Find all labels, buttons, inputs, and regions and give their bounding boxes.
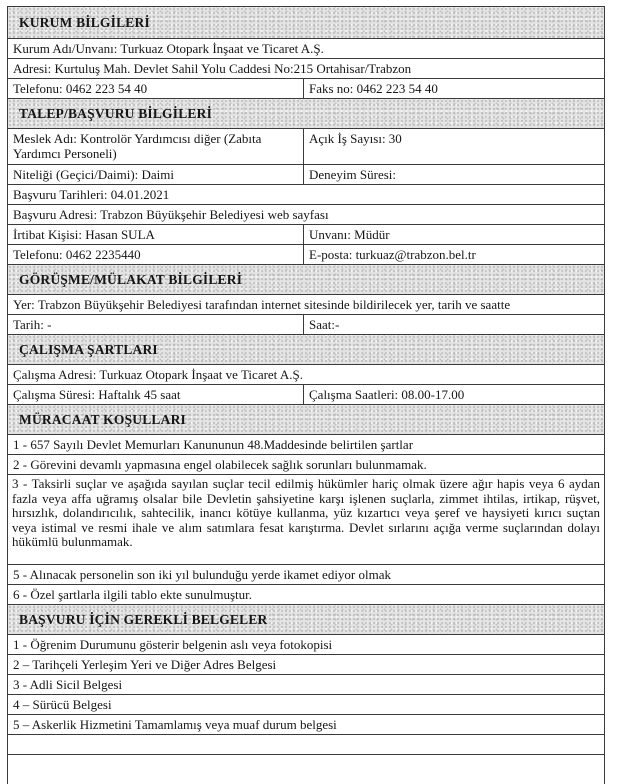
section-header-talep-basvuru	[8, 99, 604, 129]
section-title: BAŞVURU İÇİN GEREKLİ BELGELER	[19, 611, 268, 627]
row-kosul-3	[8, 475, 604, 565]
row-kosul-6	[8, 585, 604, 605]
empty-cell	[8, 755, 604, 784]
row-belge-5	[8, 715, 604, 735]
row-belge-2	[8, 655, 604, 675]
row-meslek-acikis	[8, 129, 604, 165]
document-item-5: 5 – Askerlik Hizmetini Tamamlamış veya muaf durum belgesi	[13, 717, 337, 732]
condition-item-1: 1 - 657 Sayılı Devlet Memurları Kanununun 48.Maddesinde belirtilen şartlar	[13, 437, 414, 452]
section-header-gerekli-belgeler	[8, 605, 604, 635]
field-unvani: Unvanı: Müdür	[309, 227, 390, 242]
field-acik-is-sayisi: Açık İş Sayısı: 30	[309, 131, 402, 146]
row-kosul-2	[8, 455, 604, 475]
field-saat: Saat:-	[309, 317, 340, 332]
row-belge-4	[8, 695, 604, 715]
field-calisma-saatleri: Çalışma Saatleri: 08.00-17.00	[309, 387, 465, 402]
row-tarih-saat	[8, 315, 604, 335]
document-item-1: 1 - Öğrenim Durumunu gösterir belgenin aslı veya fotokopisi	[13, 637, 333, 652]
row-calisma-adresi	[8, 365, 604, 385]
row-calisma-suresi-saatleri	[8, 385, 604, 405]
section-title: MÜRACAAT KOŞULLARI	[19, 411, 186, 427]
field-niteligi: Niteliği (Geçici/Daimi): Daimi	[8, 165, 304, 184]
row-empty-1	[8, 735, 604, 755]
row-kosul-5	[8, 565, 604, 585]
field-deneyim-suresi: Deneyim Süresi:	[309, 167, 397, 182]
section-header-gorusme-mulakat	[8, 265, 604, 295]
row-belge-3	[8, 675, 604, 695]
section-title: GÖRÜŞME/MÜLAKAT BİLGİLERİ	[19, 271, 243, 287]
field-telefonu-2: Telefonu: 0462 2235440	[8, 245, 304, 264]
section-title: KURUM BİLGİLERİ	[19, 14, 150, 30]
section-header-kurum-bilgileri	[8, 7, 604, 39]
section-title: TALEP/BAŞVURU BİLGİLERİ	[19, 105, 213, 121]
condition-item-3: 3 - Taksirli suçlar ve aşağıda sayılan suçlar tecil edilmiş hükümler hariç olmak üzere ağır hapis veya 6 aydan fazla veya affa uğramış olsalar bile Devletin şahsiyetine karşı işlenen suçlarla, zimmet ihtilas, irtikap, rüşvet, hırsızlık, dolandırıcılık, sahtecilik, inancı kötüye kullanma, yüz kızartıcı veya şeref ve haysiyeti kırıcı suçtan veya istimal ve resmi ihale ve alım satımlara fesat karıştırma. Devlet sırlarını açığa verme suçlarından dolayı hükümlü bulunmamak.	[12, 476, 600, 550]
row-telefon-faks	[8, 79, 604, 99]
document-item-2: 2 – Tarihçeli Yerleşim Yeri ve Diğer Adres Belgesi	[13, 657, 277, 672]
row-kosul-1	[8, 435, 604, 455]
row-adresi	[8, 59, 604, 79]
row-yer	[8, 295, 604, 315]
section-title: ÇALIŞMA ŞARTLARI	[19, 341, 158, 357]
field-irtibat-kisisi: İrtibat Kişisi: Hasan SULA	[8, 225, 304, 244]
field-calisma-adresi: Çalışma Adresi: Turkuaz Otopark İnşaat ve Ticaret A.Ş.	[13, 367, 303, 382]
field-kurum-adi: Kurum Adı/Unvanı: Turkuaz Otopark İnşaat ve Ticaret A.Ş.	[13, 41, 324, 56]
row-kurum-adi	[8, 39, 604, 59]
condition-item-6: 6 - Özel şartlarla ilgili tablo ekte sunulmuştur.	[13, 587, 253, 602]
field-adresi: Adresi: Kurtuluş Mah. Devlet Sahil Yolu Caddesi No:215 Ortahisar/Trabzon	[13, 61, 412, 76]
field-yer: Yer: Trabzon Büyükşehir Belediyesi tarafından internet sitesinde bildirilecek yer, tarih ve saatte	[13, 297, 511, 312]
field-meslek-adi: Meslek Adı: Kontrolör Yardımcısı diğer (Zabıta Yardımcı Personeli)	[8, 129, 304, 164]
row-telefon-eposta	[8, 245, 604, 265]
field-basvuru-tarihleri: Başvuru Tarihleri: 04.01.2021	[13, 187, 170, 202]
row-basvuru-tarihleri	[8, 185, 604, 205]
row-empty-2	[8, 755, 604, 784]
section-header-muracaat-kosullari	[8, 405, 604, 435]
field-eposta: E-posta: turkuaz@trabzon.bel.tr	[309, 247, 476, 262]
section-header-calisma-sartlari	[8, 335, 604, 365]
condition-item-2: 2 - Görevini devamlı yapmasına engel olabilecek sağlık sorunları bulunmamak.	[13, 457, 427, 472]
field-faks: Faks no: 0462 223 54 40	[309, 81, 438, 96]
empty-cell	[8, 735, 604, 754]
field-basvuru-adresi: Başvuru Adresi: Trabzon Büyükşehir Belediyesi web sayfası	[13, 207, 329, 222]
row-basvuru-adresi	[8, 205, 604, 225]
document-item-4: 4 – Sürücü Belgesi	[13, 697, 112, 712]
row-niteligi-deneyim	[8, 165, 604, 185]
row-belge-1	[8, 635, 604, 655]
row-irtibat-unvan	[8, 225, 604, 245]
field-calisma-suresi: Çalışma Süresi: Haftalık 45 saat	[8, 385, 304, 404]
condition-item-5: 5 - Alınacak personelin son iki yıl bulunduğu yerde ikamet ediyor olmak	[13, 567, 392, 582]
job-posting-form-table	[7, 6, 605, 784]
field-telefonu: Telefonu: 0462 223 54 40	[8, 79, 304, 98]
document-item-3: 3 - Adli Sicil Belgesi	[13, 677, 123, 692]
field-tarih: Tarih: -	[8, 315, 304, 334]
